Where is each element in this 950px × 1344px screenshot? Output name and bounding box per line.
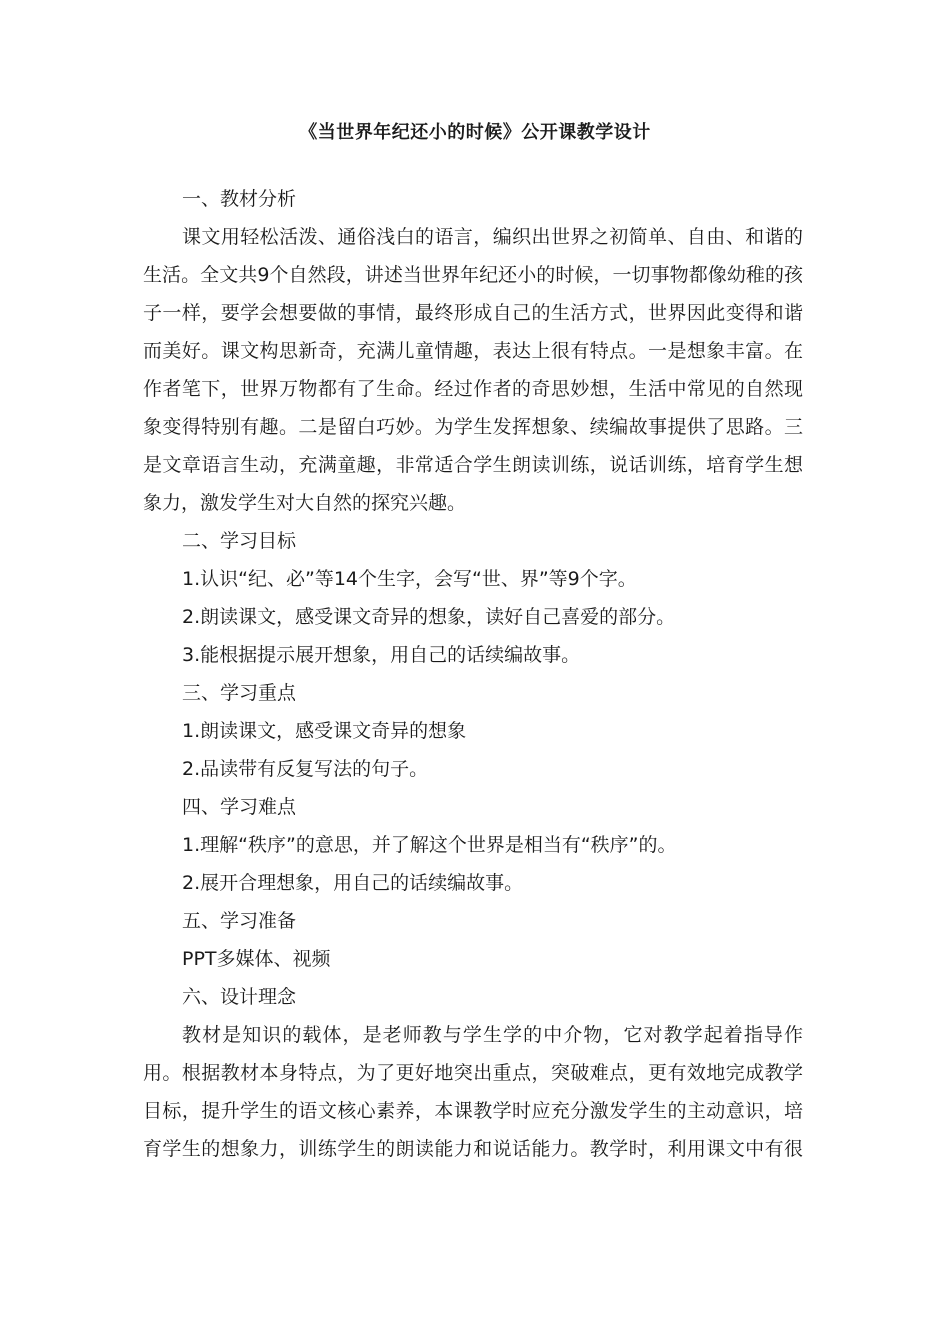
- list-item: 1.朗读课文，感受课文奇异的想象: [182, 720, 467, 742]
- paragraph-line: 象变得特别有趣。二是留白巧妙。为学生发挥想象、续编故事提供了思路。三: [143, 416, 803, 438]
- list-item: 1.理解“秩序”的意思，并了解这个世界是相当有“秩序”的。: [182, 834, 677, 856]
- section-heading-learning-goals: 二、学习目标: [182, 530, 297, 552]
- list-item: 2.品读带有反复写法的句子。: [182, 758, 429, 780]
- section-heading-difficulties: 四、学习难点: [182, 796, 297, 818]
- paragraph-line: 教材是知识的载体，是老师教与学生学的中介物，它对教学起着指导作: [182, 1024, 803, 1046]
- paragraph-line: 育学生的想象力，训练学生的朗读能力和说话能力。教学时，利用课文中有很: [143, 1138, 803, 1160]
- list-item: PPT多媒体、视频: [182, 948, 331, 970]
- paragraph-line: 象力，激发学生对大自然的探究兴趣。: [143, 492, 467, 514]
- paragraph-line: 而美好。课文构思新奇，充满儿童情趣，表达上很有特点。一是想象丰富。在: [143, 340, 803, 362]
- list-item: 2.展开合理想象，用自己的话续编故事。: [182, 872, 524, 894]
- list-item: 2.朗读课文，感受课文奇异的想象，读好自己喜爱的部分。: [182, 606, 676, 628]
- list-item: 3.能根据提示展开想象，用自己的话续编故事。: [182, 644, 581, 666]
- paragraph-line: 子一样，要学会想要做的事情，最终形成自己的生活方式，世界因此变得和谐: [143, 302, 803, 324]
- paragraph-line: 作者笔下，世界万物都有了生命。经过作者的奇思妙想，生活中常见的自然现: [143, 378, 803, 400]
- paragraph-line: 课文用轻松活泼、通俗浅白的语言，编织出世界之初简单、自由、和谐的: [182, 226, 803, 248]
- paragraph-line: 是文章语言生动，充满童趣，非常适合学生朗读训练，说话训练，培育学生想: [143, 454, 803, 476]
- document-body: [143, 180, 803, 1168]
- section-heading-preparation: 五、学习准备: [182, 910, 297, 932]
- document-title: 《当世界年纪还小的时候》公开课教学设计: [299, 122, 651, 143]
- section-heading-key-points: 三、学习重点: [182, 682, 297, 704]
- paragraph-line: 用。根据教材本身特点，为了更好地突出重点，突破难点，更有效地完成教学: [143, 1062, 803, 1084]
- section-heading-design-concept: 六、设计理念: [182, 986, 297, 1008]
- list-item: 1.认识“纪、必”等14个生字，会写“世、界”等9个字。: [182, 568, 637, 590]
- paragraph-line: 生活。全文共9个自然段，讲述当世界年纪还小的时候，一切事物都像幼稚的孩: [143, 264, 803, 286]
- section-heading-textbook-analysis: 一、教材分析: [182, 188, 297, 210]
- paragraph-line: 目标，提升学生的语文核心素养，本课教学时应充分激发学生的主动意识，培: [143, 1100, 803, 1122]
